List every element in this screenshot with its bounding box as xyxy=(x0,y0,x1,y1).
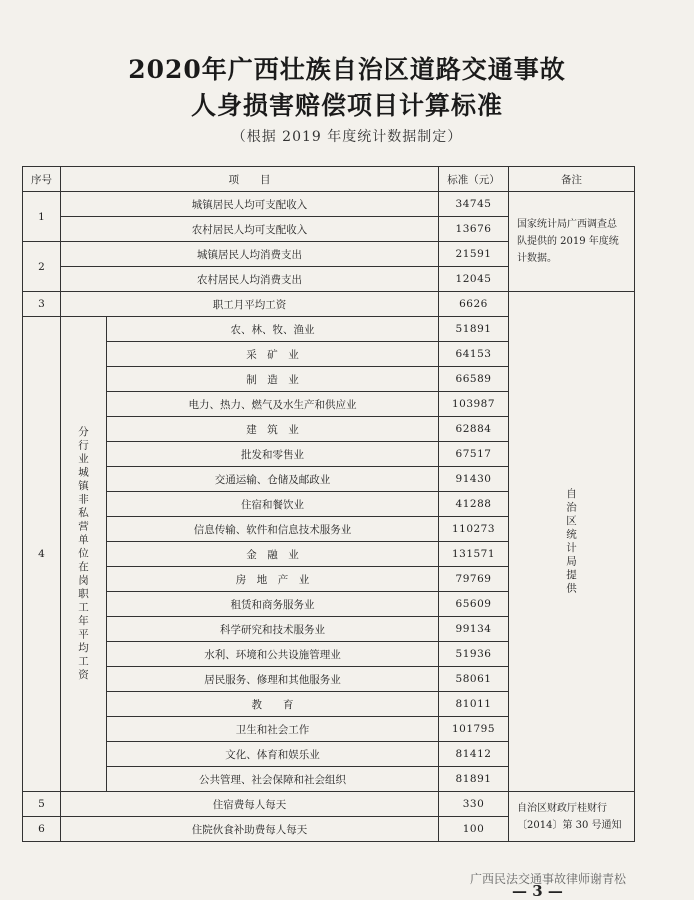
table-row xyxy=(23,192,635,217)
row-value: 6626 xyxy=(439,292,509,317)
row-item: 住宿费每人每天 xyxy=(61,792,439,817)
header-item: 项 目 xyxy=(61,167,439,192)
row-item: 居民服务、修理和其他服务业 xyxy=(107,667,439,692)
row-number: 1 xyxy=(23,192,61,242)
row-item: 城镇居民人均可支配收入 xyxy=(61,192,439,217)
row-item: 农、林、牧、渔业 xyxy=(107,317,439,342)
document-title-line1: 2020年广西壮族自治区道路交通事故 xyxy=(128,55,566,84)
row-item: 房 地 产 业 xyxy=(107,567,439,592)
page-number: — 3 — xyxy=(512,882,563,900)
row-value: 110273 xyxy=(439,517,509,542)
row-item: 城镇居民人均消费支出 xyxy=(61,242,439,267)
row-value: 81891 xyxy=(439,767,509,792)
row-item: 农村居民人均可支配收入 xyxy=(61,217,439,242)
row-value: 12045 xyxy=(439,267,509,292)
row-value: 99134 xyxy=(439,617,509,642)
row-number: 4 xyxy=(23,317,61,792)
row-item: 建 筑 业 xyxy=(107,417,439,442)
header-standard: 标准（元） xyxy=(439,167,509,192)
remark-regional-statistics-bureau xyxy=(509,292,635,792)
table-row xyxy=(23,792,635,817)
row-number: 2 xyxy=(23,242,61,292)
row-value: 21591 xyxy=(439,242,509,267)
row-item: 农村居民人均消费支出 xyxy=(61,267,439,292)
row-value: 131571 xyxy=(439,542,509,567)
row-value: 81011 xyxy=(439,692,509,717)
row-item: 信息传输、软件和信息技术服务业 xyxy=(107,517,439,542)
row-item: 批发和零售业 xyxy=(107,442,439,467)
row-number: 6 xyxy=(23,817,61,842)
row-item: 文化、体育和娱乐业 xyxy=(107,742,439,767)
row-value: 34745 xyxy=(439,192,509,217)
row-item: 采 矿 业 xyxy=(107,342,439,367)
row-item: 制 造 业 xyxy=(107,367,439,392)
row-value: 79769 xyxy=(439,567,509,592)
table-header-row xyxy=(23,167,635,192)
header-remark: 备注 xyxy=(509,167,635,192)
row-value: 103987 xyxy=(439,392,509,417)
document-subtitle: （根据 2019 年度统计数据制定） xyxy=(231,129,463,145)
remark-vertical-text: 自治区统计局提供 xyxy=(565,487,577,596)
row-value: 62884 xyxy=(439,417,509,442)
row-number: 5 xyxy=(23,792,61,817)
table-row xyxy=(23,292,635,317)
row-item: 交通运输、仓储及邮政业 xyxy=(107,467,439,492)
row-item: 租赁和商务服务业 xyxy=(107,592,439,617)
row-item: 职工月平均工资 xyxy=(61,292,439,317)
row-value: 330 xyxy=(439,792,509,817)
row-value: 81412 xyxy=(439,742,509,767)
row-value: 101795 xyxy=(439,717,509,742)
row-item: 科学研究和技术服务业 xyxy=(107,617,439,642)
document-title-line2: 人身损害赔偿项目计算标准 xyxy=(190,91,503,120)
row-item: 住院伙食补助费每人每天 xyxy=(61,817,439,842)
compensation-standard-table xyxy=(22,166,635,842)
industry-category-label xyxy=(61,317,107,792)
row-value: 100 xyxy=(439,817,509,842)
row-item: 电力、热力、燃气及水生产和供应业 xyxy=(107,392,439,417)
remark-finance-notice: 自治区财政厅桂财行〔2014〕第 30 号通知 xyxy=(509,792,635,842)
watermark-text: 广西民法交通事故律师谢青松 xyxy=(470,872,627,886)
industry-category-vertical-text: 分行业城镇非私营单位在岗职工年平均工资 xyxy=(77,425,89,683)
row-value: 64153 xyxy=(439,342,509,367)
row-number: 3 xyxy=(23,292,61,317)
row-value: 13676 xyxy=(439,217,509,242)
row-item: 公共管理、社会保障和社会组织 xyxy=(107,767,439,792)
row-item: 教 育 xyxy=(107,692,439,717)
row-value: 58061 xyxy=(439,667,509,692)
row-item: 卫生和社会工作 xyxy=(107,717,439,742)
row-value: 66589 xyxy=(439,367,509,392)
row-value: 67517 xyxy=(439,442,509,467)
header-no: 序号 xyxy=(23,167,61,192)
row-item: 水利、环境和公共设施管理业 xyxy=(107,642,439,667)
row-item: 金 融 业 xyxy=(107,542,439,567)
row-value: 51936 xyxy=(439,642,509,667)
row-value: 65609 xyxy=(439,592,509,617)
row-value: 41288 xyxy=(439,492,509,517)
remark-statistics-survey: 国家统计局广西调查总队提供的 2019 年度统计数据。 xyxy=(509,192,635,292)
row-item: 住宿和餐饮业 xyxy=(107,492,439,517)
row-value: 91430 xyxy=(439,467,509,492)
row-value: 51891 xyxy=(439,317,509,342)
